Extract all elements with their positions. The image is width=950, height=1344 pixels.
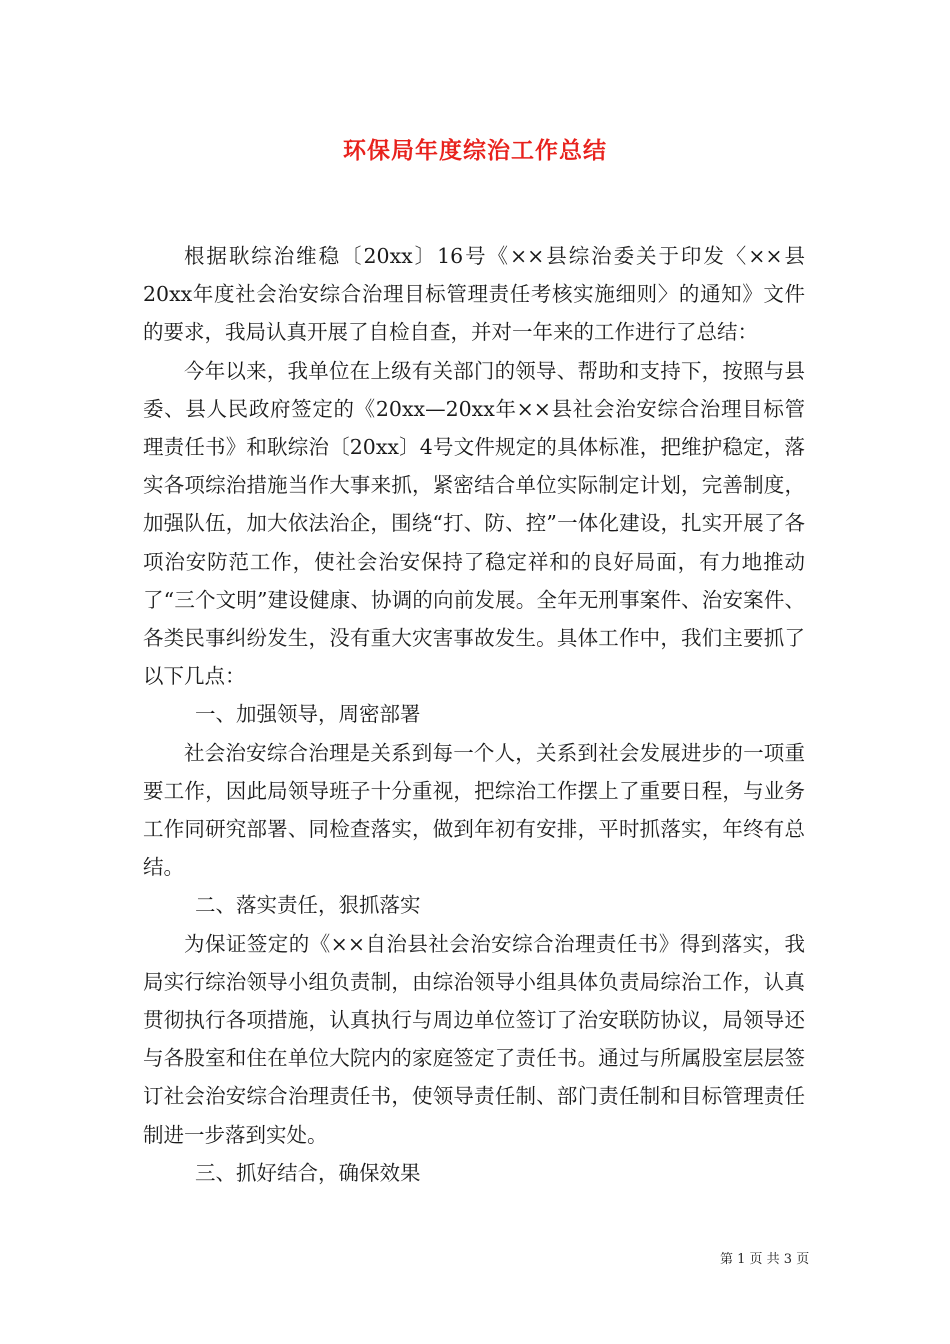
paragraph-overview: 今年以来，我单位在上级有关部门的领导、帮助和支持下，按照与县委、县人民政府签定的《20xx—20xx年××县社会治安综合治理目标管理责任书》和耿综治〔20xx〕4号文件规定的具体标准，把维护稳定，落实各项综治措施当作大事来抓，紧密结合单位实际制定计划，完善制度，加强队伍，加大依法治企，围绕“打、防、控”一体化建设，扎实开展了各项治安防范工作，使社会治安保持了稳定祥和的良好局面，有力地推动了“三个文明”建设健康、协调的向前发展。全年无刑事案件、治安案件、各类民事纠纷发生，没有重大灾害事故发生。具体工作中，我们主要抓了以下几点： — [143, 358, 805, 689]
section-heading-1: 一、加强领导，周密部署 — [195, 702, 421, 727]
paragraph-section-2: 为保证签定的《××自治县社会治安综合治理责任书》得到落实，我局实行综治领导小组负责制，由综治领导小组具体负责局综治工作，认真贯彻执行各项措施，认真执行与周边单位签订了治安联防协议，局领导还与各股室和住在单位大院内的家庭签定了责任书。通过与所属股室层层签订社会治安综合治理责任书，使领导责任制、部门责任制和目标管理责任制进一步落到实处。 — [143, 931, 805, 1147]
section-heading-3: 三、抓好结合，确保效果 — [195, 1160, 421, 1185]
page-number: 第 1 页 共 3 页 — [720, 1252, 810, 1267]
document-body — [143, 237, 805, 1192]
section-heading-2: 二、落实责任，狠抓落实 — [195, 893, 421, 918]
document-title: 环保局年度综治工作总结 — [343, 138, 607, 164]
paragraph-intro: 根据耿综治维稳〔20xx〕16号《××县综治委关于印发〈××县20xx年度社会治安综合治理目标管理责任考核实施细则〉的通知》文件的要求，我局认真开展了自检自查，并对一年来的工作进行了总结： — [143, 244, 805, 345]
paragraph-section-1: 社会治安综合治理是关系到每一个人，关系到社会发展进步的一项重要工作，因此局领导班子十分重视，把综治工作摆上了重要日程，与业务工作同研究部署、同检查落实，做到年初有安排，平时抓落实，年终有总结。 — [143, 740, 805, 880]
